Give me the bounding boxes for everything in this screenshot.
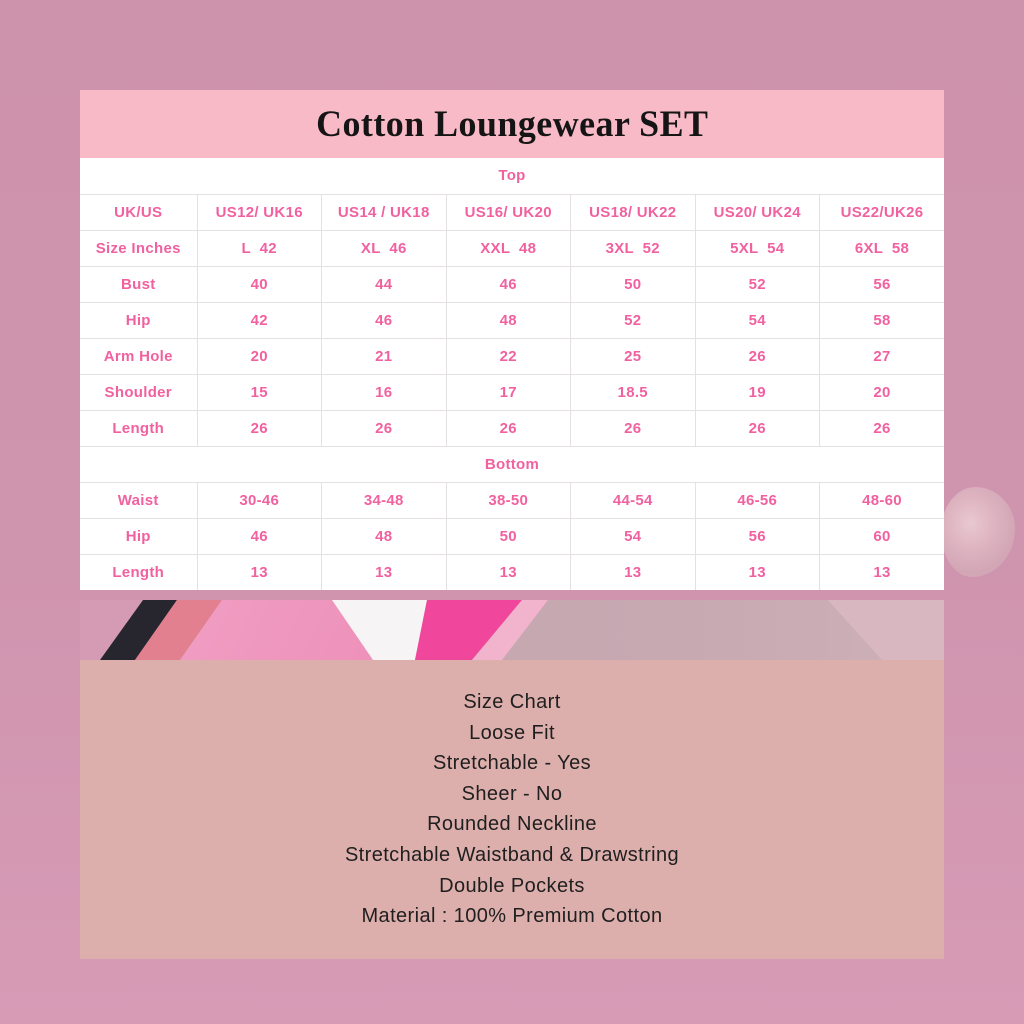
table-cell: 15 [197,374,322,410]
details-line-8: Material : 100% Premium Cotton [361,905,663,928]
table-cell: 48-60 [820,482,945,518]
table-cell: 50 [446,518,571,554]
table-row-shoulder [80,374,944,410]
card-header-band [80,90,944,158]
table-cell: 6XL 58 [820,230,945,266]
section-label-top: Top [80,158,944,194]
table-row-hip [80,302,944,338]
table-cell: 58 [820,302,945,338]
table-cell: US18/ UK22 [571,194,696,230]
table-cell: 13 [446,554,571,590]
table-cell: 34-48 [322,482,447,518]
table-cell: US14 / UK18 [322,194,447,230]
fabric-bundle-right [941,487,1015,577]
table-row-bottom-length [80,554,944,590]
table-cell: 38-50 [446,482,571,518]
row-label-length: Length [80,410,197,446]
row-label-size-inches: Size Inches [80,230,197,266]
details-line-3: Stretchable - Yes [432,752,591,775]
row-label-bust: Bust [80,266,197,302]
details-line-5: Rounded Neckline [427,813,597,836]
table-cell: 26 [197,410,322,446]
table-cell: 3XL 52 [571,230,696,266]
table-cell: 52 [571,302,696,338]
table-cell: 40 [197,266,322,302]
row-label-bottom-hip: Hip [80,518,197,554]
table-cell: 16 [322,374,447,410]
table-cell: 60 [820,518,945,554]
fabric-photo-strip [80,600,944,660]
table-cell: 48 [322,518,447,554]
row-label-shoulder: Shoulder [80,374,197,410]
table-cell: 13 [197,554,322,590]
size-chart-card [80,90,944,590]
table-cell: US22/UK26 [820,194,945,230]
details-panel [80,660,944,959]
table-cell: 52 [695,266,820,302]
details-line-2: Loose Fit [469,721,555,744]
table-cell: 44 [322,266,447,302]
table-cell: 54 [571,518,696,554]
table-cell: 22 [446,338,571,374]
table-cell: XL 46 [322,230,447,266]
table-cell: 54 [695,302,820,338]
table-cell: 27 [820,338,945,374]
details-line-6: Stretchable Waistband & Drawstring [344,843,680,866]
table-row-bust [80,266,944,302]
table-cell: 13 [322,554,447,590]
table-cell: L 42 [197,230,322,266]
table-cell: US12/ UK16 [197,194,322,230]
table-cell: 26 [571,410,696,446]
row-label-bottom-length: Length [80,554,197,590]
table-cell: 13 [695,554,820,590]
table-row-length [80,410,944,446]
size-table-body [80,158,944,590]
table-cell: US20/ UK24 [695,194,820,230]
table-cell: 56 [695,518,820,554]
row-label-size-header: UK/US [80,194,197,230]
table-cell: 18.5 [571,374,696,410]
table-cell: 30-46 [197,482,322,518]
table-cell: 46 [322,302,447,338]
table-cell: XXL 48 [446,230,571,266]
table-cell: 56 [820,266,945,302]
table-cell: 26 [322,410,447,446]
section-row-bottom [80,446,944,482]
table-cell: 20 [820,374,945,410]
table-cell: 19 [695,374,820,410]
row-label-arm-hole: Arm Hole [80,338,197,374]
table-cell: 46 [197,518,322,554]
table-cell: 5XL 54 [695,230,820,266]
page-title: Cotton Loungewear SET [315,103,709,145]
size-table [80,158,944,590]
table-row-bottom-hip [80,518,944,554]
section-row-top [80,158,944,194]
table-cell: 42 [197,302,322,338]
table-cell: 50 [571,266,696,302]
table-cell: 26 [820,410,945,446]
table-cell: 13 [820,554,945,590]
table-row-size-inches [80,230,944,266]
row-label-bottom-waist: Waist [80,482,197,518]
table-cell: 46 [446,266,571,302]
table-cell: 13 [571,554,696,590]
table-cell: 44-54 [571,482,696,518]
table-cell: 46-56 [695,482,820,518]
table-cell: 21 [322,338,447,374]
table-cell: 17 [446,374,571,410]
row-label-hip: Hip [80,302,197,338]
table-row-size-header [80,194,944,230]
table-row-arm-hole [80,338,944,374]
table-cell: 48 [446,302,571,338]
details-line-7: Double Pockets [439,874,585,897]
table-row-bottom-waist [80,482,944,518]
table-cell: 20 [197,338,322,374]
table-cell: 26 [446,410,571,446]
details-line-4: Sheer - No [461,782,563,805]
section-label-bottom: Bottom [80,446,944,482]
table-cell: 26 [695,338,820,374]
table-cell: 25 [571,338,696,374]
details-line-1: Size Chart [463,691,561,713]
table-cell: US16/ UK20 [446,194,571,230]
table-cell: 26 [695,410,820,446]
